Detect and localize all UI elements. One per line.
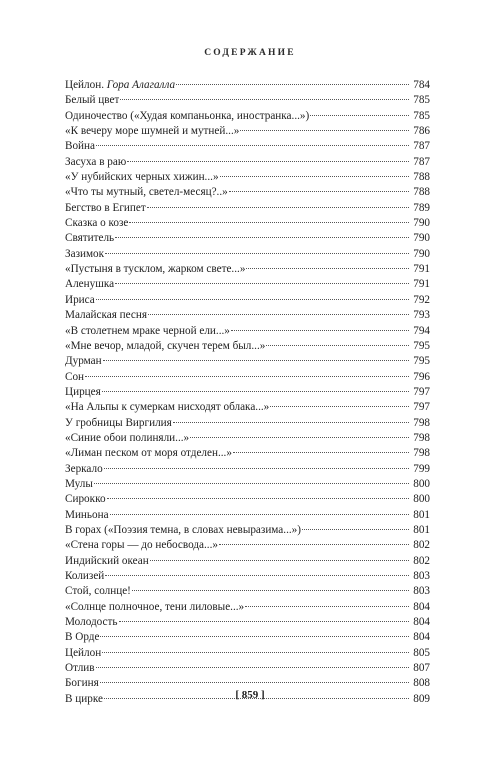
toc-entry-title bbox=[65, 277, 114, 292]
toc-entry-title-text: Зазимок bbox=[65, 247, 105, 260]
toc-entry-page-number: 790 bbox=[413, 247, 430, 260]
toc-entry bbox=[65, 293, 430, 308]
toc-entry-page-number: 785 bbox=[413, 94, 430, 107]
toc-entry-title bbox=[65, 584, 131, 599]
toc-entry bbox=[65, 492, 430, 507]
toc-entry bbox=[65, 569, 430, 584]
toc-entry-title bbox=[65, 339, 265, 354]
toc-entry bbox=[65, 339, 430, 354]
dot-leader bbox=[176, 84, 409, 85]
toc-entry-title-text: Бегство в Египет bbox=[65, 201, 146, 214]
toc-entry-title-text: Ириса bbox=[65, 293, 95, 306]
toc-entry-page-number: 789 bbox=[413, 201, 430, 214]
toc-entry-title bbox=[65, 431, 189, 446]
toc-entry bbox=[65, 185, 430, 200]
toc-entry-title bbox=[65, 600, 244, 615]
toc-entry-title bbox=[65, 523, 301, 538]
toc-entry bbox=[65, 277, 430, 292]
toc-entry bbox=[65, 477, 430, 492]
toc-entry bbox=[65, 446, 430, 461]
toc-entry-page-number: 804 bbox=[413, 616, 430, 629]
toc-entry-title-text: В Орде bbox=[65, 631, 100, 644]
toc-entry-title-text: В горах («Поэзия темна, в словах невыразима...») bbox=[65, 523, 301, 536]
toc-entry-title bbox=[65, 109, 309, 124]
toc-entry-page-number: 790 bbox=[413, 217, 430, 230]
toc-entry bbox=[65, 615, 430, 630]
toc-entry-page-number: 798 bbox=[413, 416, 430, 429]
dot-leader bbox=[270, 406, 409, 407]
dot-leader bbox=[96, 667, 409, 668]
toc-entry-page-number: 802 bbox=[413, 554, 430, 567]
toc-entry-page-number: 796 bbox=[413, 370, 430, 383]
toc-entry-title-text: Аленушка bbox=[65, 278, 115, 291]
toc-entry-page-number: 809 bbox=[413, 692, 430, 705]
toc-entry bbox=[65, 630, 430, 645]
toc-entry bbox=[65, 523, 430, 538]
dot-leader bbox=[94, 483, 409, 484]
toc-entry-title-text: Индийский океан bbox=[65, 554, 149, 567]
toc-entry-title bbox=[65, 170, 219, 185]
toc-entry-title bbox=[65, 538, 218, 553]
toc-entry bbox=[65, 661, 430, 676]
toc-entry-title bbox=[65, 569, 104, 584]
toc-entry bbox=[65, 584, 430, 599]
toc-entry bbox=[65, 324, 430, 339]
toc-entry-title-text: «На Альпы к сумеркам нисходят облака...» bbox=[65, 401, 270, 414]
toc-entry bbox=[65, 155, 430, 170]
dot-leader bbox=[120, 99, 409, 100]
toc-entry bbox=[65, 139, 430, 154]
toc-entry-title-text: Белый цвет bbox=[65, 94, 120, 107]
toc-entry bbox=[65, 416, 430, 431]
dot-leader bbox=[148, 314, 409, 315]
dot-leader bbox=[104, 468, 409, 469]
dot-leader bbox=[132, 590, 409, 591]
toc-entry-title bbox=[65, 615, 118, 630]
toc-entry-page-number: 801 bbox=[413, 508, 430, 521]
toc-entry-title-text: «Лиман песком от моря отделен...» bbox=[65, 447, 232, 460]
toc-entry-title-text: «В столетнем мраке черной ели...» bbox=[65, 324, 230, 337]
toc-entry bbox=[65, 431, 430, 446]
dot-leader bbox=[310, 115, 409, 116]
toc-entry-title-text: Святитель bbox=[65, 232, 115, 245]
dot-leader bbox=[246, 268, 409, 269]
toc-entry-page-number: 803 bbox=[413, 585, 430, 598]
toc-entry-title bbox=[65, 139, 95, 154]
toc-entry-title-text: Сон bbox=[65, 370, 85, 383]
toc-entry bbox=[65, 170, 430, 185]
dot-leader bbox=[96, 145, 409, 146]
toc-entry bbox=[65, 78, 430, 93]
dot-leader bbox=[103, 360, 409, 361]
toc-entry-page-number: 786 bbox=[413, 125, 430, 138]
toc-entry-title-text: У гробницы Виргилия bbox=[65, 416, 172, 429]
toc-entry-page-number: 791 bbox=[413, 263, 430, 276]
dot-leader bbox=[110, 514, 409, 515]
toc-entry-title-text: Богиня bbox=[65, 677, 99, 690]
toc-entry bbox=[65, 600, 430, 615]
toc-entry-page-number: 791 bbox=[413, 278, 430, 291]
dot-leader bbox=[220, 176, 409, 177]
toc-entry-title-text: Мулы bbox=[65, 477, 93, 490]
dot-leader bbox=[150, 560, 409, 561]
toc-entry-title-text: «Солнце полночное, тени лиловые...» bbox=[65, 600, 245, 613]
toc-entry bbox=[65, 262, 430, 277]
toc-entry-title-text: «К вечеру море шумней и мутней...» bbox=[65, 125, 240, 138]
toc-entry bbox=[65, 216, 430, 231]
toc-entry-page-number: 797 bbox=[413, 385, 430, 398]
toc-entry-title-text: Цейлон bbox=[65, 646, 102, 659]
toc-entry-title bbox=[65, 124, 239, 139]
toc-entry-title bbox=[65, 78, 175, 93]
toc-entry bbox=[65, 370, 430, 385]
toc-entry-page-number: 785 bbox=[413, 109, 430, 122]
toc-entry-title-text: «Мне вечор, младой, скучен терем был...» bbox=[65, 339, 266, 352]
dot-leader bbox=[219, 544, 409, 545]
toc-entry bbox=[65, 109, 430, 124]
toc-entry bbox=[65, 508, 430, 523]
toc-entry-title-text: «Стена горы — до небосвода...» bbox=[65, 539, 218, 552]
toc-entry-title bbox=[65, 308, 147, 323]
dot-leader bbox=[105, 253, 409, 254]
dot-leader bbox=[190, 437, 409, 438]
toc-entry-page-number: 792 bbox=[413, 293, 430, 306]
toc-entry-page-number: 807 bbox=[413, 662, 430, 675]
toc-entry-title-text: «Синие обои полиняли...» bbox=[65, 431, 190, 444]
toc-entry bbox=[65, 124, 430, 139]
page-number: [ 859 ] bbox=[235, 689, 265, 701]
toc-entry-page-number: 799 bbox=[413, 462, 430, 475]
dot-leader bbox=[231, 330, 409, 331]
dot-leader bbox=[115, 283, 409, 284]
toc-entry-page-number: 805 bbox=[413, 646, 430, 659]
toc-entry-title bbox=[65, 231, 114, 246]
dot-leader bbox=[115, 237, 409, 238]
toc-entry-title bbox=[65, 155, 126, 170]
toc-entry bbox=[65, 646, 430, 661]
dot-leader bbox=[96, 299, 409, 300]
dot-leader bbox=[119, 621, 410, 622]
toc-entry-page-number: 788 bbox=[413, 171, 430, 184]
toc-entry bbox=[65, 385, 430, 400]
toc-entry-title bbox=[65, 354, 102, 369]
toc-entry-title bbox=[65, 661, 95, 676]
dot-leader bbox=[127, 161, 409, 162]
toc-entry-page-number: 800 bbox=[413, 477, 430, 490]
toc-entry-page-number: 795 bbox=[413, 355, 430, 368]
dot-leader bbox=[107, 498, 409, 499]
toc-entry-title bbox=[65, 400, 269, 415]
dot-leader bbox=[302, 529, 409, 530]
toc-entry-title bbox=[65, 462, 103, 477]
table-of-contents bbox=[65, 78, 430, 707]
toc-entry bbox=[65, 538, 430, 553]
toc-entry-title bbox=[65, 446, 232, 461]
toc-entry bbox=[65, 93, 430, 108]
toc-entry bbox=[65, 554, 430, 569]
toc-entry-title-text: Сирокко bbox=[65, 493, 106, 506]
toc-entry-page-number: 794 bbox=[413, 324, 430, 337]
dot-leader bbox=[100, 636, 409, 637]
toc-entry-page-number: 803 bbox=[413, 570, 430, 582]
toc-entry-title-text: Зеркало bbox=[65, 462, 103, 475]
toc-entry-title-text: Отлив bbox=[65, 662, 95, 675]
toc-entry-title-text: «У нубийских черных хижин...» bbox=[65, 171, 219, 184]
dot-leader bbox=[240, 130, 409, 131]
toc-entry-title-text: Миньона bbox=[65, 508, 109, 521]
toc-entry bbox=[65, 247, 430, 262]
dot-leader bbox=[233, 452, 409, 453]
toc-entry-page-number: 790 bbox=[413, 232, 430, 245]
dot-leader bbox=[173, 422, 409, 423]
toc-entry-title-text: Цирцея bbox=[65, 385, 101, 398]
toc-entry-title-text: Одиночество («Худая компаньонка, иностранка...») bbox=[65, 109, 310, 122]
dot-leader bbox=[129, 222, 409, 223]
dot-leader bbox=[266, 345, 409, 346]
toc-entry-title-text: Засуха в раю bbox=[65, 155, 127, 168]
toc-entry-page-number: 804 bbox=[413, 600, 430, 613]
toc-entry bbox=[65, 400, 430, 415]
page-heading: СОДЕРЖАНИЕ bbox=[204, 48, 296, 58]
toc-entry-title bbox=[65, 216, 128, 231]
toc-entry-title bbox=[65, 324, 230, 339]
toc-entry bbox=[65, 308, 430, 323]
toc-entry-title-text: Малайская песня bbox=[65, 309, 148, 322]
toc-entry-page-number: 788 bbox=[413, 186, 430, 199]
toc-entry-page-number: 797 bbox=[413, 401, 430, 414]
toc-entry-title-text: Дурман bbox=[65, 355, 102, 368]
toc-entry-page-number: 798 bbox=[413, 447, 430, 460]
dot-leader bbox=[102, 391, 409, 392]
toc-entry bbox=[65, 201, 430, 216]
toc-entry-title-text: В цирке bbox=[65, 692, 103, 705]
toc-entry-page-number: 808 bbox=[413, 677, 430, 690]
toc-entry-title-text: Война bbox=[65, 140, 95, 153]
toc-entry-title bbox=[65, 293, 95, 308]
toc-entry-page-number: 798 bbox=[413, 431, 430, 444]
toc-entry-page-number: 804 bbox=[413, 631, 430, 644]
toc-entry-title-text: Цейлон. bbox=[65, 79, 107, 91]
toc-entry-page-number: 787 bbox=[413, 140, 430, 153]
toc-entry-title bbox=[65, 630, 99, 645]
toc-entry bbox=[65, 462, 430, 477]
toc-entry-title bbox=[65, 646, 101, 661]
toc-entry-title-italic: Гора Алагалла bbox=[106, 79, 176, 91]
toc-entry-title bbox=[65, 477, 93, 492]
dot-leader bbox=[102, 652, 409, 653]
dot-leader bbox=[229, 191, 409, 192]
toc-entry bbox=[65, 231, 430, 246]
toc-entry-title bbox=[65, 262, 245, 277]
toc-entry-title-text: «Пустыня в тусклом, жарком свете...» bbox=[65, 263, 246, 276]
dot-leader bbox=[105, 575, 409, 576]
toc-entry-page-number: 800 bbox=[413, 493, 430, 506]
toc-entry-title bbox=[65, 416, 172, 431]
toc-entry-title-text: Колизей bbox=[65, 570, 105, 582]
toc-entry-title bbox=[65, 247, 104, 262]
dot-leader bbox=[85, 376, 409, 377]
toc-entry-title bbox=[65, 185, 228, 200]
toc-entry-title-text: Молодость bbox=[65, 616, 118, 629]
toc-entry-title-text: Стой, солнце! bbox=[65, 585, 131, 598]
toc-entry-page-number: 784 bbox=[413, 79, 430, 91]
toc-entry-page-number: 801 bbox=[413, 523, 430, 536]
toc-entry-title bbox=[65, 385, 101, 400]
toc-entry-title bbox=[65, 93, 119, 108]
toc-entry-title-text: «Что ты мутный, светел-месяц?..» bbox=[65, 186, 228, 199]
dot-leader bbox=[147, 207, 409, 208]
toc-entry-page-number: 793 bbox=[413, 309, 430, 322]
toc-entry-title bbox=[65, 508, 109, 523]
toc-entry-title bbox=[65, 201, 146, 216]
toc-entry-title bbox=[65, 492, 106, 507]
toc-entry-title bbox=[65, 554, 149, 569]
toc-entry-page-number: 787 bbox=[413, 155, 430, 168]
toc-entry bbox=[65, 354, 430, 369]
dot-leader bbox=[245, 606, 409, 607]
toc-entry-page-number: 795 bbox=[413, 339, 430, 352]
toc-entry-title-text: Сказка о козе bbox=[65, 217, 129, 230]
toc-entry-page-number: 802 bbox=[413, 539, 430, 552]
toc-entry-title bbox=[65, 370, 84, 385]
dot-leader bbox=[100, 682, 409, 683]
